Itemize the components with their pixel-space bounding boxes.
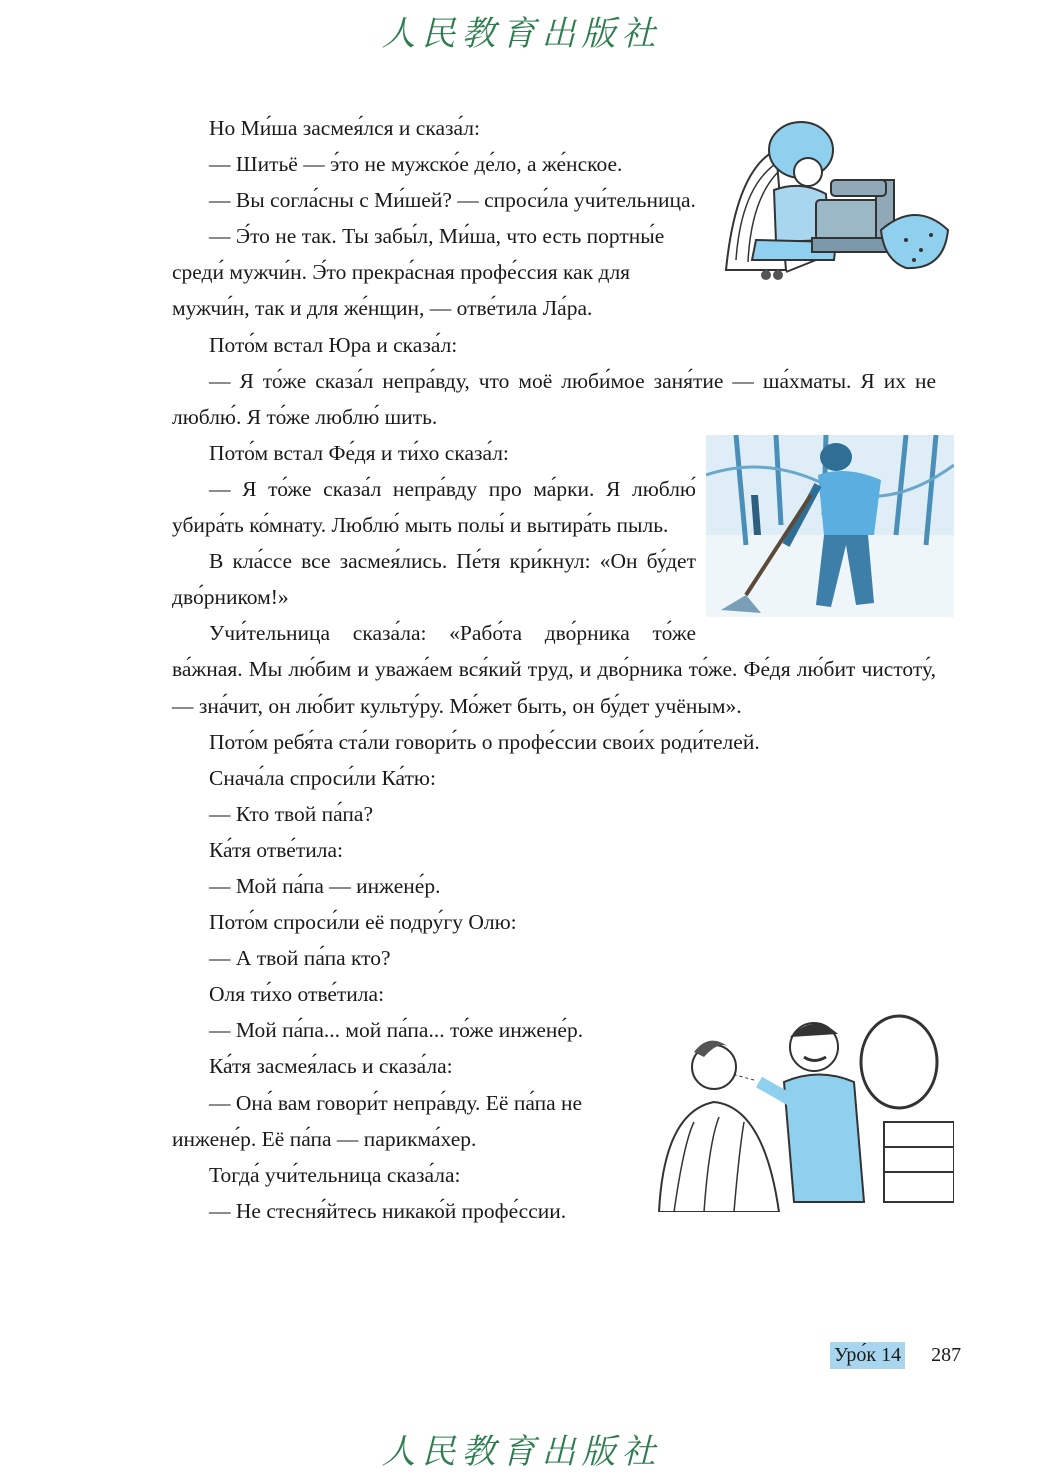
- paragraph: В кла́ссе все засмея́лись. Пе́тя кри́кнул: «Он бу́дет дво́рником!»: [172, 549, 696, 610]
- paragraph: Учи́тельница сказа́ла: «Рабо́та дво́рника то́же ва́жная. Мы лю́бим и уважа́ем вся́кий труд, и дво́рника то́же. Фе́дя лю́бит чистоту́, — зна́чит, он лю́бит культу́ру. Мо́жет быть, он бу́дет учёным».: [172, 621, 936, 718]
- street-sweeper-photo: [706, 435, 954, 617]
- paragraph: — Я то́же сказа́л непра́вду, что моё люби́мое заня́тие — ша́хматы. Я их не люблю́. Я то́же люблю́ шить.: [172, 368, 936, 429]
- paragraph: — Шитьё — э́то не мужско́е де́ло, а же́нское.: [209, 152, 623, 177]
- paragraph: Пото́м встал Юра и сказа́л:: [209, 332, 458, 357]
- paragraph: Пото́м ребя́та ста́ли говори́ть о профе́ссии свои́х роди́телей.: [209, 729, 760, 754]
- page-footer: [830, 1342, 961, 1369]
- paragraph: Ка́тя засмея́лась и сказа́ла:: [209, 1054, 453, 1079]
- paragraph: — Она́ вам говори́т непра́вду. Её па́па не инжене́р. Её па́па — парикма́хер.: [172, 1090, 583, 1151]
- barber-illustration: [654, 1012, 954, 1212]
- paragraph: — Не стесня́йтесь никако́й профе́ссии.: [209, 1198, 567, 1223]
- paragraph: — Э́то не так. Ты забы́л, Ми́ша, что есть портны́е среди́ мужчи́н. Э́то прекра́сная профе́ссия как для мужчи́н, так и для же́нщин, — отве́тила Ла́ра.: [172, 224, 665, 321]
- lesson-text: [172, 110, 936, 1229]
- paragraph: Снача́ла спроси́ли Ка́тю:: [209, 765, 436, 790]
- page-number: 287: [931, 1344, 962, 1366]
- paragraph: Пото́м спроси́ли её подру́гу Олю:: [209, 910, 517, 935]
- paragraph: Тогда́ учи́тельница сказа́ла:: [209, 1162, 461, 1187]
- paragraph: — Мой па́па... мой па́па... то́же инжене́р.: [209, 1018, 584, 1043]
- lesson-label: Уро́к 14: [830, 1342, 905, 1369]
- paragraph: Оля ти́хо отве́тила:: [209, 982, 385, 1007]
- publisher-logo-top: 人民教育出版社: [381, 14, 662, 54]
- paragraph: — Вы согла́сны с Ми́шей? — спроси́ла учи́тельница.: [209, 188, 696, 213]
- paragraph: Пото́м встал Фе́дя и ти́хо сказа́л:: [209, 440, 509, 465]
- paragraph: — А твой па́па кто?: [209, 946, 391, 971]
- sewing-illustration: [716, 110, 954, 286]
- paragraph: — Мой па́па — инжене́р.: [209, 873, 441, 898]
- paragraph: Ка́тя отве́тила:: [209, 837, 343, 862]
- paragraph: — Я то́же сказа́л непра́вду про ма́рки. Я люблю́ убира́ть ко́мнату. Люблю́ мыть полы́ и вытира́ть пыль.: [172, 476, 696, 538]
- paragraph: — Кто твой па́па?: [209, 801, 374, 826]
- publisher-logo-bottom: 人民教育出版社: [381, 1432, 662, 1472]
- paragraph: Но Ми́ша засмея́лся и сказа́л:: [209, 116, 480, 140]
